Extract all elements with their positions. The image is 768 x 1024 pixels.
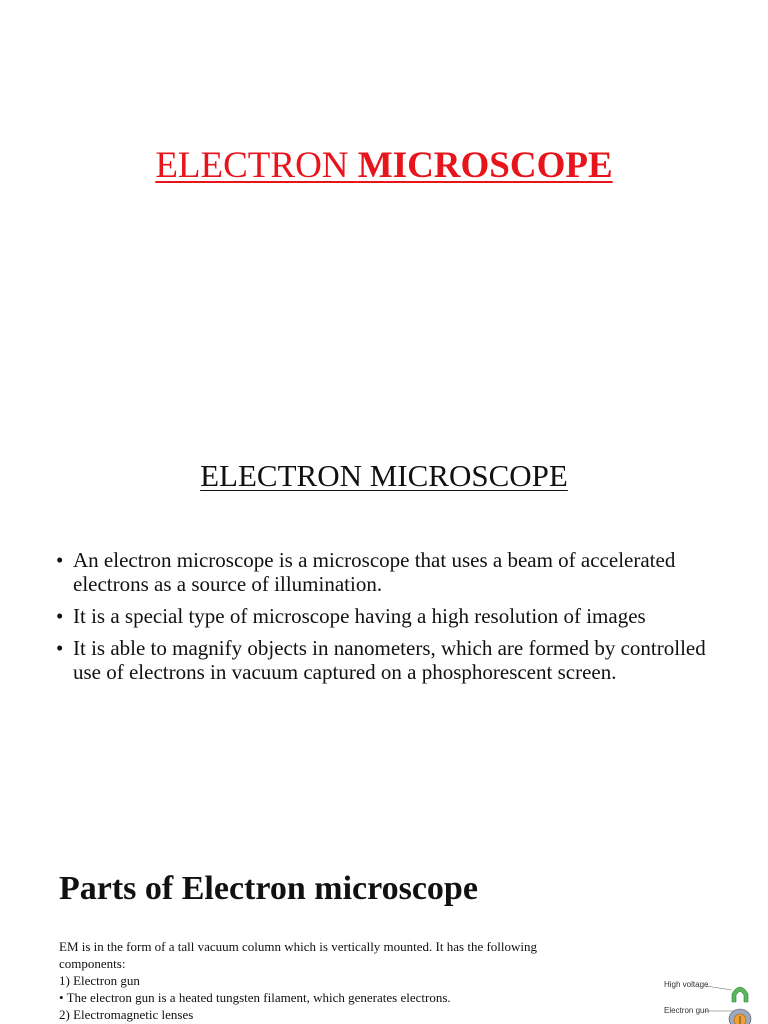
parts-heading: Parts of Electron microscope (59, 870, 478, 907)
bullet-text: It is a special type of microscope having a high resolution of images (73, 604, 646, 628)
parts-intro: EM is in the form of a tall vacuum column which is vertically mounted. It has the following components: (59, 939, 538, 971)
electron-gun-illustration (600, 970, 768, 1024)
bullet-text: It is able to magnify objects in nanometers, which are formed by controlled use of electrons in vacuum captured on a phosphorescent screen. (73, 636, 706, 684)
bullet-text: An electron microscope is a microscope that uses a beam of accelerated electrons as a source of illumination. (73, 548, 676, 596)
title-part-microscope: MICROSCOPE (357, 145, 613, 186)
bullet-item (56, 636, 716, 684)
definition-bullet-list (56, 548, 716, 692)
bullet-dot: • (56, 636, 64, 660)
anode-shape (732, 987, 748, 1002)
slide-parts (0, 840, 768, 1024)
parts-item-2: 2) Electromagnetic lenses (59, 1007, 194, 1022)
parts-item-1: 1) Electron gun (59, 973, 140, 988)
slide-definition (0, 400, 768, 840)
bullet-item (56, 604, 716, 628)
parts-body (59, 938, 599, 1023)
parts-item-1-detail: • The electron gun is a heated tungsten filament, which generates electrons. (59, 990, 451, 1005)
slide-title-heading (0, 144, 768, 187)
electron-gun-diagram (600, 970, 768, 1024)
bullet-item (56, 548, 716, 596)
label-electron-gun: Electron gun (664, 1006, 709, 1015)
definition-heading: ELECTRON MICROSCOPE (200, 458, 568, 493)
label-high-voltage: High voltage (664, 980, 709, 989)
leader-line-high-voltage (706, 986, 732, 990)
slide-title (0, 0, 768, 400)
bullet-dot: • (56, 604, 64, 628)
bullet-dot: • (56, 548, 64, 572)
title-part-electron: ELECTRON (155, 145, 358, 186)
